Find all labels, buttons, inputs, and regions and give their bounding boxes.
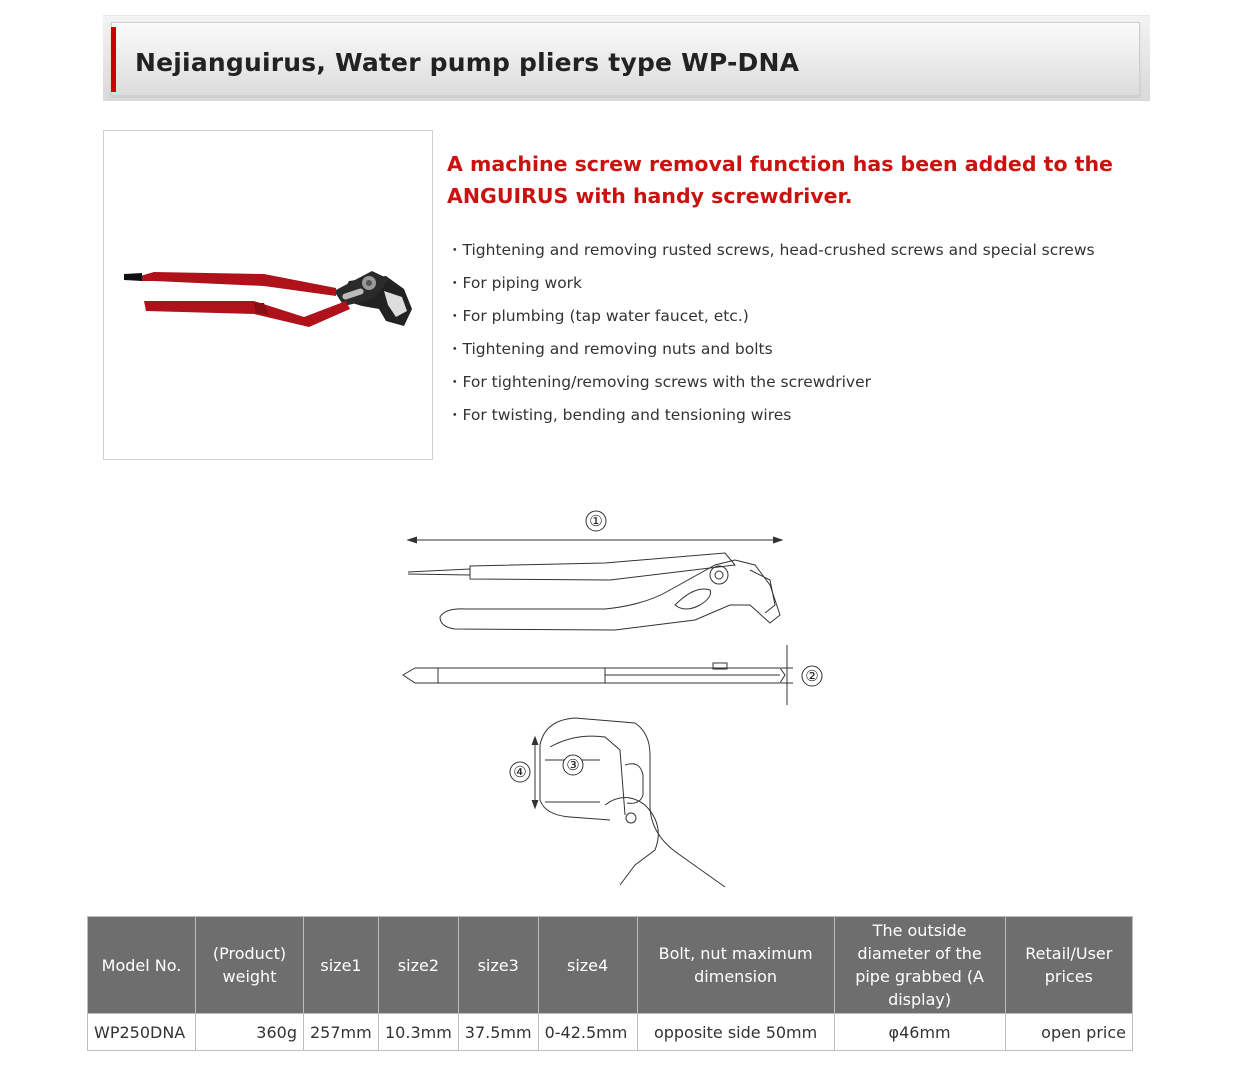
- cell-size1: 257mm: [304, 1014, 379, 1051]
- product-headline: [447, 148, 1127, 212]
- header-price: Retail/User prices: [1005, 917, 1132, 1014]
- cell-bolt-nut: opposite side 50mm: [637, 1014, 834, 1051]
- product-photo: [103, 130, 433, 460]
- diagram-label-1: ①: [589, 512, 603, 530]
- header-weight: (Product) weight: [196, 917, 304, 1014]
- cell-size3: 37.5mm: [458, 1014, 538, 1051]
- feature-list: [447, 238, 1095, 436]
- feature-item: ・For piping work: [447, 274, 583, 292]
- diagram-label-3: ③: [566, 756, 580, 774]
- feature-item: ・For twisting, bending and tensioning wires: [447, 406, 792, 424]
- cell-pipe-diameter: φ46mm: [834, 1014, 1005, 1051]
- pliers-image: [104, 131, 432, 459]
- headline-line-2: ANGUIRUS with handy screwdriver.: [447, 184, 853, 208]
- headline-line-1: A machine screw removal function has been added to the: [447, 152, 1113, 176]
- header-size1: size1: [304, 917, 379, 1014]
- cell-size4: 0-42.5mm: [538, 1014, 637, 1051]
- table-row: [88, 1014, 1133, 1051]
- header-model-no: Model No.: [88, 917, 196, 1014]
- feature-item: ・Tightening and removing nuts and bolts: [447, 340, 773, 358]
- cell-price: open price: [1005, 1014, 1132, 1051]
- dimension-diagram: [395, 505, 835, 895]
- page-title: Nejianguirus, Water pump pliers type WP-DNA: [135, 48, 800, 77]
- spec-table: [87, 916, 1133, 1051]
- diagram-label-4: ④: [513, 763, 527, 781]
- diagram-label-2: ②: [805, 667, 819, 685]
- feature-item: ・For tightening/removing screws with the screwdriver: [447, 373, 872, 391]
- header-size4: size4: [538, 917, 637, 1014]
- header-size3: size3: [458, 917, 538, 1014]
- header-accent-bar: [111, 27, 116, 92]
- feature-item: ・Tightening and removing rusted screws, head-crushed screws and special screws: [447, 241, 1095, 259]
- feature-item: ・For plumbing (tap water faucet, etc.): [447, 307, 749, 325]
- header-bolt-nut: Bolt, nut maximum dimension: [637, 917, 834, 1014]
- header-pipe-diameter: The outside diameter of the pipe grabbed (A display): [834, 917, 1005, 1014]
- header-size2: size2: [379, 917, 459, 1014]
- page-header: [103, 15, 1150, 101]
- cell-size2: 10.3mm: [379, 1014, 459, 1051]
- cell-weight: 360g: [196, 1014, 304, 1051]
- cell-model-no: WP250DNA: [88, 1014, 196, 1051]
- spec-header-row: [88, 917, 1133, 1014]
